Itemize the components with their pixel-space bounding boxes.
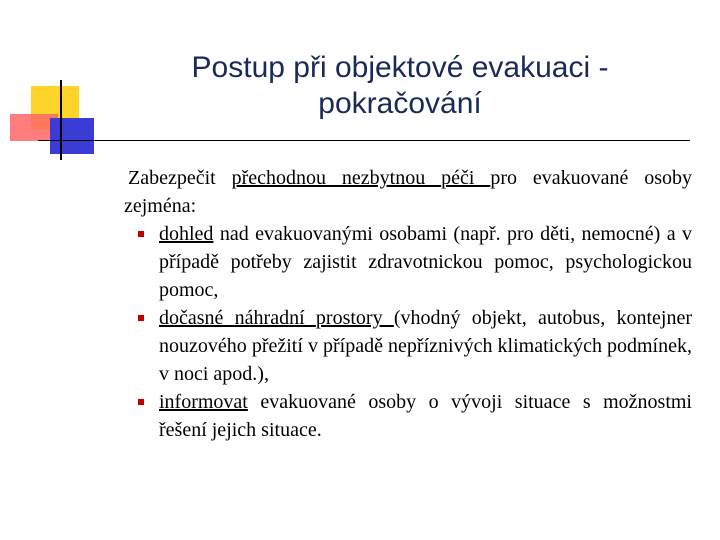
logo-blue-square <box>50 118 94 154</box>
bullet-keyword: informovat <box>159 391 248 413</box>
slide-logo <box>0 0 130 170</box>
bullet-keyword-part: dočasné <box>159 307 235 329</box>
list-item <box>124 304 692 388</box>
bullet-keyword: dohled <box>159 223 214 245</box>
bullet-text: nad evakuovanými osobami (např. pro děti, nemocné) a v případě potřeby zajistit zdravotnickou pomoc, psychologickou pomoc, <box>159 223 692 301</box>
bullet-icon <box>138 231 144 237</box>
bullet-icon <box>138 399 144 405</box>
title-divider <box>38 140 690 141</box>
logo-vertical-line <box>60 80 62 160</box>
intro-paragraph <box>124 164 692 220</box>
intro-rest: pro evakuované osoby zejména: <box>124 167 693 217</box>
bullet-list <box>124 220 692 444</box>
intro-lead: Zabezpečit <box>128 167 232 189</box>
bullet-text: (vhodný objekt, autobus, kontejner nouzového přežití v případě nepříznivých klimatických podmínek, v noci apod.), <box>159 307 692 385</box>
slide-body <box>124 164 692 444</box>
intro-word-1: přechodnou <box>231 167 342 189</box>
bullet-icon <box>138 315 144 321</box>
slide-title: Postup při objektové evakuaci - pokračování <box>191 51 609 120</box>
intro-word-2: nezbytnou <box>341 167 442 189</box>
intro-word-3: péči <box>441 167 491 189</box>
list-item <box>124 388 692 444</box>
bullet-text: evakuované osoby o vývoji situace s možnostmi řešení jejich situace. <box>159 391 692 441</box>
bullet-keyword-part: prostory <box>315 307 394 329</box>
bullet-keyword-part: náhradní <box>234 307 316 329</box>
list-item <box>124 220 692 304</box>
